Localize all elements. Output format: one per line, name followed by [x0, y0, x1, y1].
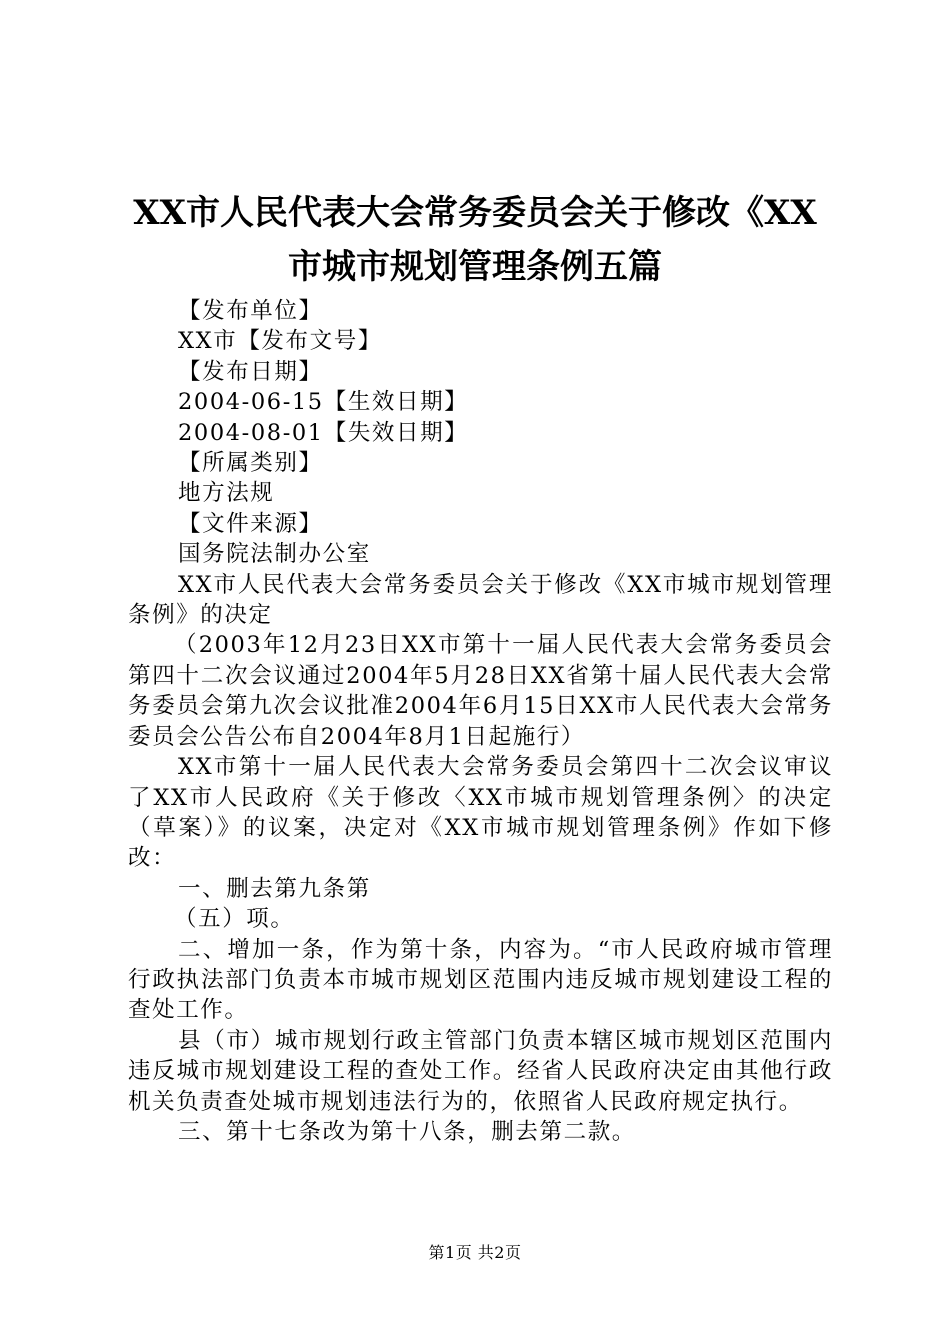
meta-source-value: 国务院法制办公室	[178, 541, 371, 568]
amendment-1-paragraph: 一、删去第九条第	[178, 875, 371, 902]
amendment-2-county-paragraph: 县（市）城市规划行政主管部门负责本辖区城市规划区范围内违反城市规划建设工程的查处工作。经省人民政府决定由其他行政机关负责查处城市规划违法行为的，依照省人民政府规定执行。	[128, 1027, 833, 1115]
decision-heading-paragraph: XX市人民代表大会常务委员会关于修改《XX市城市规划管理条例》的决定	[128, 571, 833, 629]
adoption-history-paragraph: （2003年12月23日XX市第十一届人民代表大会常务委员会第四十二次会议通过2004年5月28日XX省第十届人民代表大会常务委员会第九次会议批准2004年6月15日XX市人民代表大会常务委员会公告公布自2004年8月1日起施行）	[128, 632, 833, 750]
decision-intro-paragraph: XX市第十一届人民代表大会常务委员会第四十二次会议审议了XX市人民政府《关于修改〈XX市城市规划管理条例〉的决定（草案）》的议案，决定对《XX市城市规划管理条例》作如下修改：	[128, 754, 833, 872]
document-title-line-2: 市城市规划管理条例五篇	[288, 247, 662, 287]
document-title-line-1: XX市人民代表大会常务委员会关于修改《XX	[133, 193, 817, 233]
meta-publisher-label: 【发布单位】	[178, 298, 323, 324]
meta-publish-date-label: 【发布日期】	[178, 358, 323, 385]
amendment-1-item-paragraph: （五）项。	[174, 906, 295, 933]
meta-effective-date-value: 2004-08-01【失效日期】	[178, 419, 469, 446]
amendment-2-paragraph: 二、增加一条，作为第十条，内容为。“市人民政府城市管理行政执法部门负责本市城市规划区范围内违反城市规划建设工程的查处工作。	[128, 936, 833, 1024]
meta-category-label: 【所属类别】	[178, 450, 323, 477]
document-body	[128, 296, 833, 1147]
meta-source-label: 【文件来源】	[178, 510, 323, 537]
page-number-footer: 第1页 共2页	[428, 1243, 522, 1262]
meta-category-value: 地方法规	[178, 480, 275, 507]
amendment-3-paragraph: 三、第十七条改为第十八条，删去第二款。	[178, 1118, 636, 1145]
meta-publish-date-value: 2004-06-15【生效日期】	[178, 389, 469, 416]
meta-publisher-value: XX市【发布文号】	[178, 328, 382, 355]
